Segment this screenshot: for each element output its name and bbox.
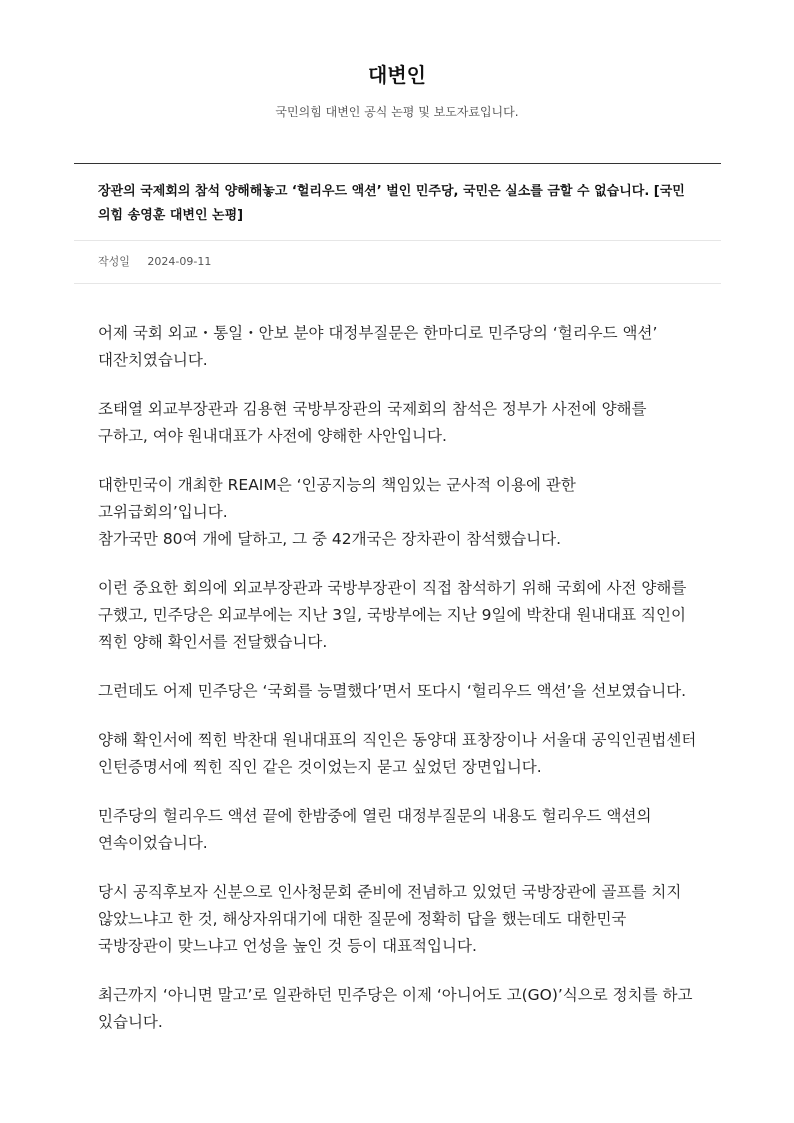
body-paragraph: 민주당의 헐리우드 액션 끝에 한밤중에 열린 대정부질문의 내용도 헐리우드 액션의 연속이었습니다. — [98, 807, 652, 852]
date-label: 작성일 — [98, 255, 130, 268]
site-description: 국민의힘 대변인 공식 논평 및 보도자료입니다. — [275, 105, 519, 119]
body-paragraph: 최근까지 ‘아니면 말고’로 일관하던 민주당은 이제 ‘아니어도 고(GO)’식으로 정치를 하고 있습니다. — [98, 986, 693, 1031]
body-paragraph: 조태열 외교부장관과 김용현 국방부장관의 국제회의 참석은 정부가 사전에 양해를 구하고, 여야 원내대표가 사전에 양해한 사안입니다. — [98, 400, 647, 445]
body-paragraph: 그런데도 어제 민주당은 ‘국회를 능멸했다’면서 또다시 ‘헐리우드 액션’을 선보였습니다. — [98, 682, 687, 700]
body-paragraph: 이런 중요한 회의에 외교부장관과 국방부장관이 직접 참석하기 위해 국회에 사전 양해를 구했고, 민주당은 외교부에는 지난 3일, 국방부에는 지난 9일에 박찬대 원내대표 직인이 찍힌 양해 확인서를 전달했습니다. — [98, 579, 687, 651]
body-paragraph: 당시 공직후보자 신분으로 인사청문회 준비에 전념하고 있었던 국방장관에 골프를 치지 않았느냐고 한 것, 해상자위대기에 대한 질문에 정확히 답을 했는데도 대한민국 국방장관이 맞느냐고 언성을 높인 것 등이 대표적입니다. — [98, 883, 682, 955]
article-title: 장관의 국제회의 참석 양해해놓고 ‘헐리우드 액션’ 벌인 민주당, 국민은 실소를 금할 수 없습니다. [국민의힘 송영훈 대변인 논평] — [98, 184, 685, 223]
body-paragraph: 대한민국이 개최한 REAIM은 ‘인공지능의 책임있는 군사적 이용에 관한 고위급회의’입니다. 참가국만 80여 개에 달하고, 그 중 42개국은 장차관이 참석했습니다. — [98, 476, 576, 548]
site-title: 대변인 — [368, 63, 426, 87]
article-body — [74, 284, 721, 1036]
site-header — [0, 0, 794, 121]
article — [74, 163, 721, 1058]
date-value: 2024-09-11 — [147, 255, 212, 268]
article-meta — [74, 241, 721, 284]
body-paragraph: 어제 국회 외교・통일・안보 분야 대정부질문은 한마디로 민주당의 ‘헐리우드 액션’ 대잔치였습니다. — [98, 324, 658, 369]
body-paragraph: 양해 확인서에 찍힌 박찬대 원내대표의 직인은 동양대 표창장이나 서울대 공익인권법센터 인턴증명서에 찍힌 직인 같은 것이었는지 묻고 싶었던 장면입니다. — [98, 731, 697, 776]
article-header — [74, 163, 721, 241]
